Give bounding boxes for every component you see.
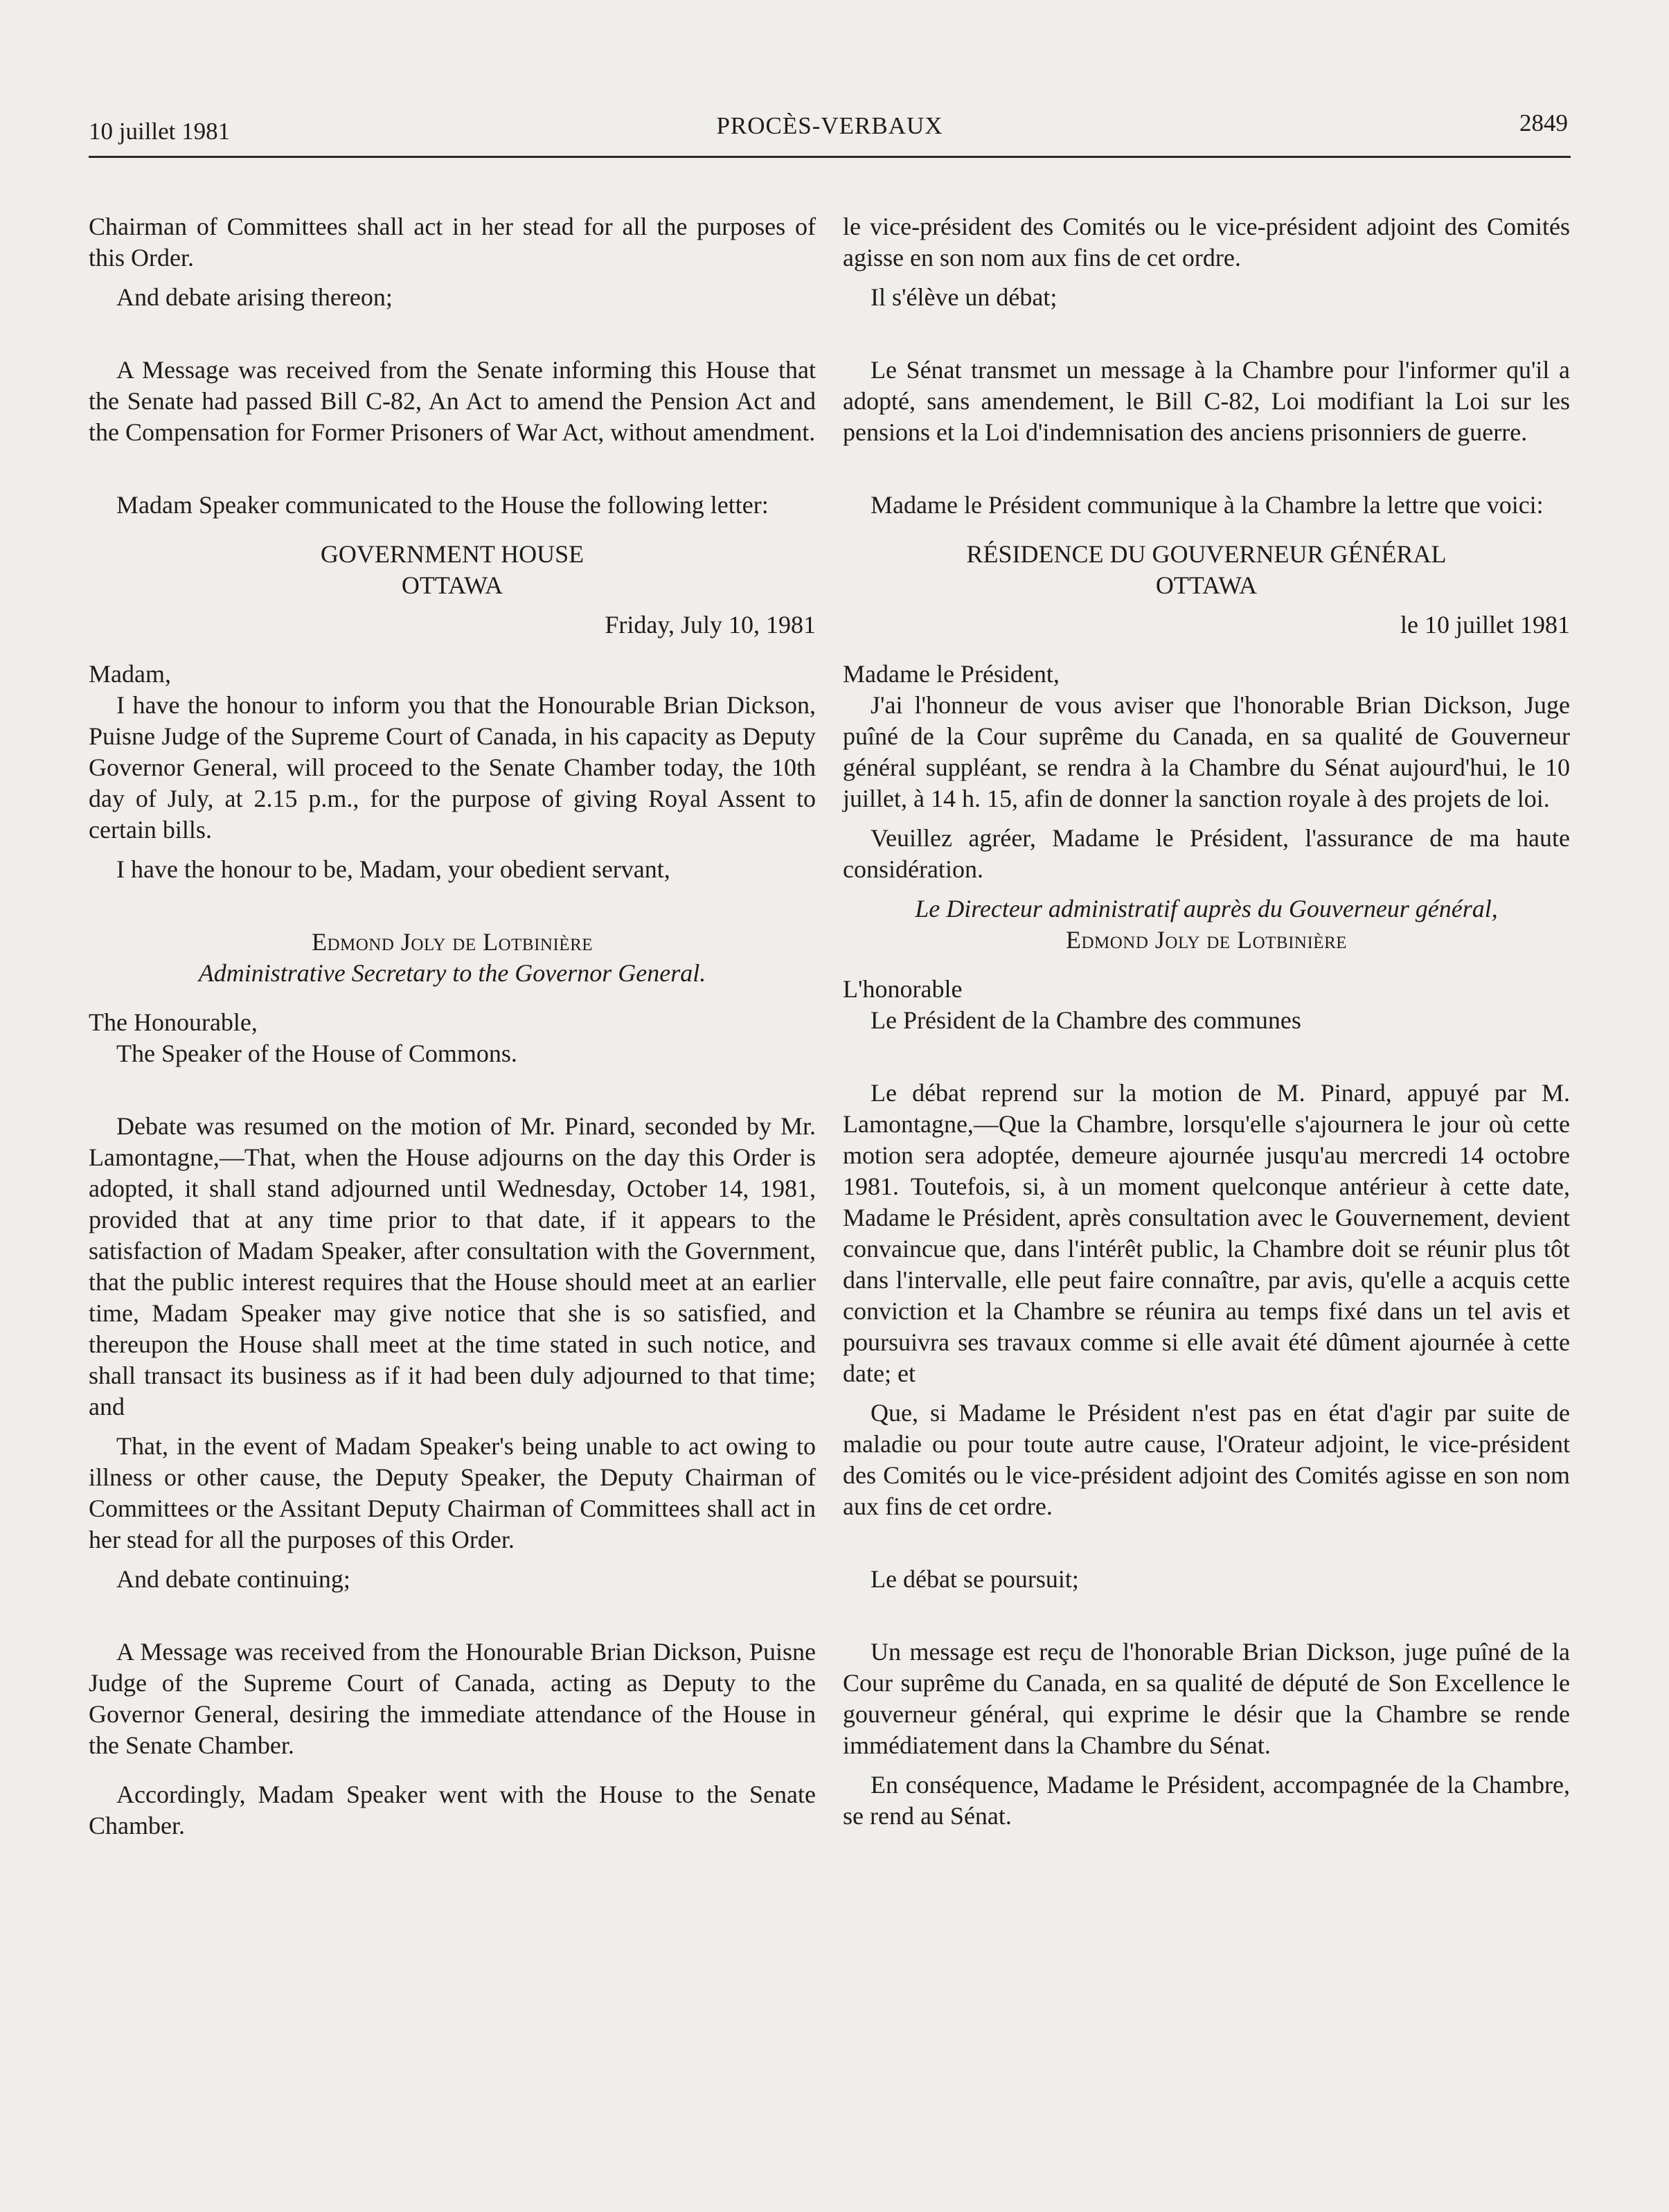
paragraph: And debate continuing; (116, 1565, 350, 1593)
signatory-name: Edmond Joly de Lotbinière (1065, 926, 1348, 954)
header-rule (89, 156, 1571, 158)
addressee-line: The Honourable, (89, 1008, 258, 1036)
letter-heading: RÉSIDENCE DU GOUVERNEUR GÉNÉRAL (966, 540, 1447, 568)
letter-date: Friday, July 10, 1981 (605, 611, 816, 639)
paragraph: A Message was received from the Senate informing this House that the Senate had passed Bill C-82, An Act to amend the Pension Act and the Compensation for Former Prisoners of War Act, without amendment. (89, 356, 816, 446)
addressee-line: L'honorable (843, 975, 963, 1003)
header-date: 10 juillet 1981 (89, 118, 231, 145)
signatory-title: Administrative Secretary to the Governor General. (198, 959, 706, 987)
header-title: PROCÈS-VERBAUX (716, 112, 943, 139)
paragraph: Madame le Président communique à la Chambre la lettre que voici: (871, 491, 1544, 519)
paragraph: Chairman of Committees shall act in her stead for all the purposes of this Order. (89, 213, 816, 271)
signatory-name: Edmond Joly de Lotbinière (311, 928, 593, 956)
letter-closing: Veuillez agréer, Madame le Président, l'assurance de ma haute considération. (843, 824, 1570, 883)
paragraph: Debate was resumed on the motion of Mr. Pinard, seconded by Mr. Lamontagne,—That, when the House adjourns on the day this Order is adopted, it shall stand adjourned until Wednesday, October 14, 1981, provided that at any time prior to that date, if it appears to the satisfaction of Madam Speaker, after consultation with the Government, that the public interest requires that the House should meet at an earlier time, Madam Speaker may give notice that she is so satisfied, and thereupon the House shall meet at the time stated in such notice, and shall transact its business as if it had been duly adjourned to that time; and (89, 1112, 816, 1420)
paragraph: Accordingly, Madam Speaker went with the House to the Senate Chamber. (89, 1781, 816, 1839)
paragraph: Madam Speaker communicated to the House the following letter: (116, 491, 769, 519)
paragraph: Le débat se poursuit; (871, 1565, 1079, 1593)
salutation: Madame le Président, (843, 660, 1060, 688)
salutation: Madam, (89, 660, 171, 688)
paragraph: le vice-président des Comités ou le vice-président adjoint des Comités agisse en son nom aux fins de cet ordre. (843, 213, 1570, 271)
paragraph: A Message was received from the Honourable Brian Dickson, Puisne Judge of the Supreme Court of Canada, acting as Deputy to the Governor General, desiring the immediate attendance of the House in the Senate Chamber. (89, 1638, 816, 1759)
paragraph: Il s'élève un débat; (871, 283, 1057, 311)
paragraph: Un message est reçu de l'honorable Brian Dickson, juge puîné de la Cour suprême du Canada, en sa qualité de député de Son Excellence le gouverneur général, qui exprime le désir que la Chambre se rende immédiatement dans la Chambre du Sénat. (843, 1638, 1570, 1759)
letter-body: J'ai l'honneur de vous aviser que l'honorable Brian Dickson, Juge puîné de la Cour suprême du Canada, en sa qualité de Gouverneur général suppléant, se rendra à la Chambre du Sénat aujourd'hui, le 10 juillet, à 14 h. 15, afin de donner la sanction royale à des projets de loi. (843, 691, 1570, 812)
paragraph: And debate arising thereon; (116, 283, 393, 311)
page-header (89, 111, 1571, 158)
addressee-line: The Speaker of the House of Commons. (116, 1040, 517, 1067)
letter-heading-city: OTTAWA (1155, 571, 1258, 599)
paragraph: Le débat reprend sur la motion de M. Pinard, appuyé par M. Lamontagne,—Que la Chambre, lorsqu'elle s'ajournera le jour où cette motion sera adoptée, demeure ajournée jusqu'au mercredi 14 octobre 1981. Toutefois, si, à un moment quelconque antérieur à cette date, Madame le Président, après consultation avec le Gouvernement, devient convaincue que, dans l'intérêt public, la Chambre doit se réunir plus tôt dans l'intervalle, elle peut faire connaître, par avis, qu'elle a acquis cette conviction et la Chambre se réunira au temps fixé dans un tel avis et poursuivra ses travaux comme si elle avait été dûment ajournée à cette date; et (843, 1079, 1570, 1387)
english-column (89, 211, 816, 1841)
paragraph: En conséquence, Madame le Président, accompagnée de la Chambre, se rend au Sénat. (843, 1771, 1570, 1830)
french-column (843, 211, 1570, 1832)
paragraph: That, in the event of Madam Speaker's being unable to act owing to illness or other cause, the Deputy Speaker, the Deputy Chairman of Committees or the Assitant Deputy Chairman of Committees shall act in her stead for all the purposes of this Order. (89, 1432, 816, 1553)
paragraph: Le Sénat transmet un message à la Chambre pour l'informer qu'il a adopté, sans amendement, le Bill C-82, Loi modifiant la Loi sur les pensions et la Loi d'indemnisation des anciens prisonniers de guerre. (843, 356, 1570, 446)
letter-closing: I have the honour to be, Madam, your obedient servant, (116, 855, 670, 883)
letter-heading: GOVERNMENT HOUSE (320, 540, 584, 568)
paragraph: Que, si Madame le Président n'est pas en état d'agir par suite de maladie ou pour toute autre cause, l'Orateur adjoint, le vice-président des Comités ou le vice-président adjoint des Comités agisse en son nom aux fins de cet ordre. (843, 1399, 1570, 1520)
letter-body: I have the honour to inform you that the Honourable Brian Dickson, Puisne Judge of the Supreme Court of Canada, in his capacity as Deputy Governor General, will proceed to the Senate Chamber today, the 10th day of July, at 2.15 p.m., for the purpose of giving Royal Assent to certain bills. (89, 691, 816, 844)
signatory-title: Le Directeur administratif auprès du Gouverneur général, (915, 895, 1498, 922)
letter-date: le 10 juillet 1981 (1400, 611, 1570, 639)
addressee-line: Le Président de la Chambre des communes (871, 1006, 1301, 1034)
page-number: 2849 (1519, 109, 1568, 136)
letter-heading-city: OTTAWA (401, 571, 503, 599)
